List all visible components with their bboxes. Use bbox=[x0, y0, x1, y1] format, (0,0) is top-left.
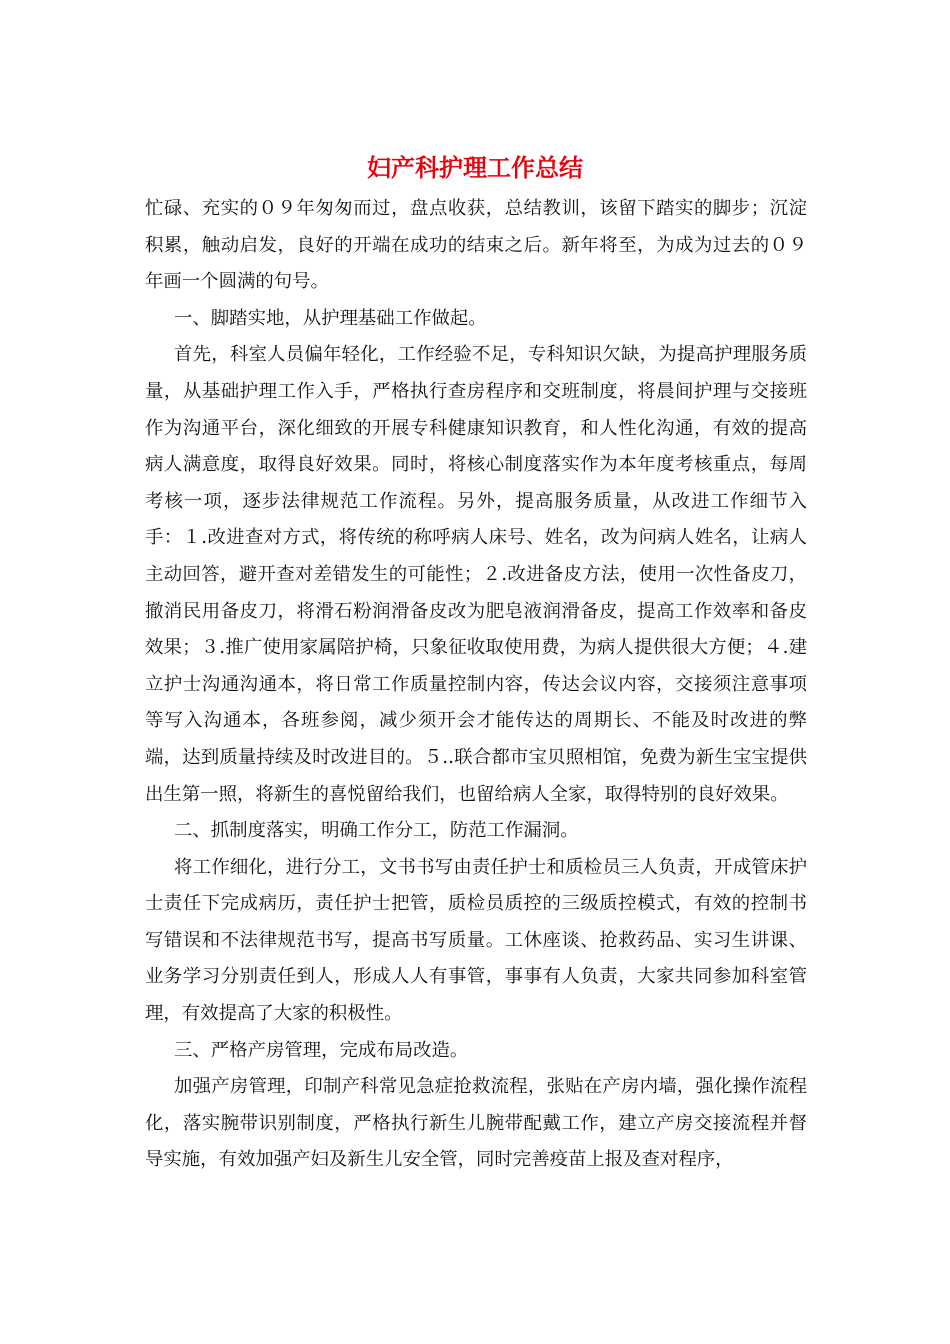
section-heading-2: 二、抓制度落实，明确工作分工，防范工作漏洞。 bbox=[174, 820, 579, 842]
section-heading-1: 一、脚踏实地，从护理基础工作做起。 bbox=[174, 307, 487, 329]
paragraph-section-2: 将工作细化，进行分工，文书书写由责任护士和质检员三人负责，开成管床护士责任下完成病历，责任护士把管，质检员质控的三级质控模式，有效的控制书写错误和不法律规范书写，提高书写质量。工休座谈、抢救药品、实习生讲课、业务学习分别责任到人，形成人人有事管，事事有人负责，大家共同参加科室管理，有效提高了大家的积极性。 bbox=[145, 856, 807, 1025]
paragraph-intro: 忙碌、充实的０９年匆匆而过，盘点收获，总结教训，该留下踏实的脚步；沉淀积累，触动启发，良好的开端在成功的结束之后。新年将至，为成为过去的０９年画一个圆满的句号。 bbox=[145, 198, 807, 293]
paragraph-section-1: 首先，科室人员偏年轻化，工作经验不足，专科知识欠缺，为提高护理服务质量，从基础护理工作入手，严格执行查房程序和交班制度，将晨间护理与交接班作为沟通平台，深化细致的开展专科健康知识教育，和人性化沟通，有效的提高病人满意度，取得良好效果。同时，将核心制度落实作为本年度考核重点，每周考核一项，逐步法律规范工作流程。另外，提高服务质量，从改进工作细节入手：１.改进查对方式，将传统的称呼病人床号、姓名，改为问病人姓名，让病人主动回答，避开查对差错发生的可能性；２.改进备皮方法，使用一次性备皮刀，撤消民用备皮刀，将滑石粉润滑备皮改为肥皂液润滑备皮，提高工作效率和备皮效果；３.推广使用家属陪护椅，只象征收取使用费，为病人提供很大方便；４.建立护士沟通沟通本，将日常工作质量控制内容，传达会议内容，交接须注意事项等写入沟通本，各班参阅，减少须开会才能传达的周期长、不能及时改进的弊端，达到质量持续及时改进目的。５..联合都市宝贝照相馆，免费为新生宝宝提供出生第一照，将新生的喜悦留给我们，也留给病人全家，取得特别的良好效果。 bbox=[145, 344, 807, 805]
document-title: 妇产科护理工作总结 bbox=[367, 153, 583, 182]
section-heading-3: 三、严格产房管理，完成布局改造。 bbox=[174, 1039, 469, 1061]
document-body bbox=[145, 191, 807, 1179]
paragraph-section-3: 加强产房管理，印制产科常见急症抢救流程，张贴在产房内墙，强化操作流程化，落实腕带识别制度，严格执行新生儿腕带配戴工作，建立产房交接流程并督导实施，有效加强产妇及新生儿安全管，同时完善疫苗上报及查对程序， bbox=[145, 1076, 807, 1171]
